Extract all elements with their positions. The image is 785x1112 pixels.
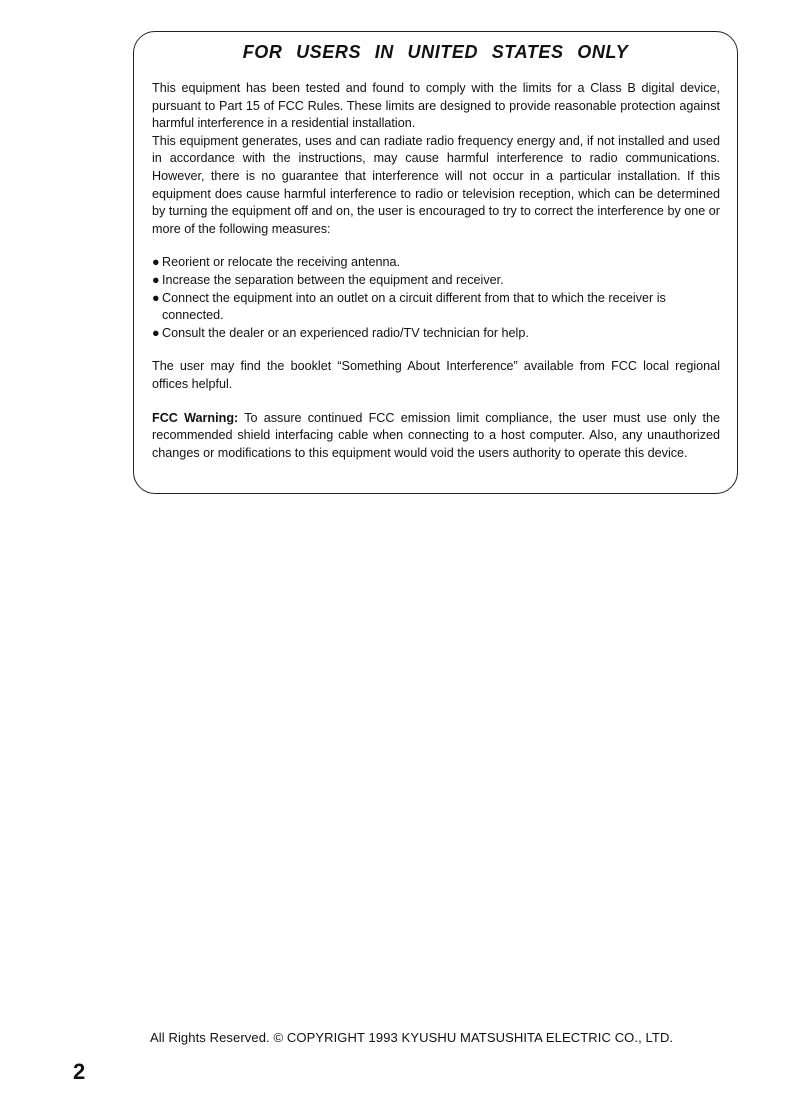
list-item-text: Increase the separation between the equipment and receiver.	[162, 272, 504, 287]
fcc-warning-label: FCC Warning:	[152, 410, 239, 425]
list-item	[152, 325, 720, 343]
notice-body	[152, 80, 720, 462]
list-item-text: Reorient or relocate the receiving antenna.	[162, 255, 401, 270]
measures-list	[152, 254, 720, 342]
list-item-text: Connect the equipment into an outlet on a circuit different from that to which the receiver is connected.	[162, 290, 666, 323]
booklet-paragraph: The user may find the booklet “Something About Interference” available from FCC local regional offices helpful.	[152, 359, 720, 391]
bullet-icon: ●	[152, 272, 160, 287]
bullet-icon: ●	[152, 255, 160, 270]
fcc-warning-paragraph	[152, 410, 720, 463]
notice-title: FOR USERS IN UNITED STATES ONLY	[242, 42, 629, 62]
page-number: 2	[73, 1059, 86, 1084]
copyright-line: All Rights Reserved. © COPYRIGHT 1993 KYUSHU MATSUSHITA ELECTRIC CO., LTD.	[150, 1030, 674, 1045]
bullet-icon: ●	[152, 325, 160, 340]
bullet-icon: ●	[152, 290, 160, 305]
list-item	[152, 254, 720, 272]
list-item-text: Consult the dealer or an experienced radio/TV technician for help.	[162, 325, 529, 340]
interference-paragraph: This equipment generates, uses and can radiate radio frequency energy and, if not installed and used in accordance with the instructions, may cause harmful interference to radio communications. However, there is no guarantee that interference will not occur in a particular installation. If this equipment does cause harmful interference to radio or television reception, which can be determined by turning the equipment off and on, the user is encouraged to try to correct the interference by one or more of the following measures:	[152, 133, 720, 236]
list-item	[152, 290, 720, 325]
list-item	[152, 272, 720, 290]
compliance-paragraph: This equipment has been tested and found to comply with the limits for a Class B digital device, pursuant to Part 15 of FCC Rules. These limits are designed to provide reasonable protection against harmful interference in a residential installation.	[152, 81, 720, 131]
fcc-warning-text: To assure continued FCC emission limit compliance, the user must use only the recommended shield interfacing cable when connecting to a host computer. Also, any unauthorized changes or modifications to this equipment would void the users authority to operate this device.	[152, 410, 720, 460]
